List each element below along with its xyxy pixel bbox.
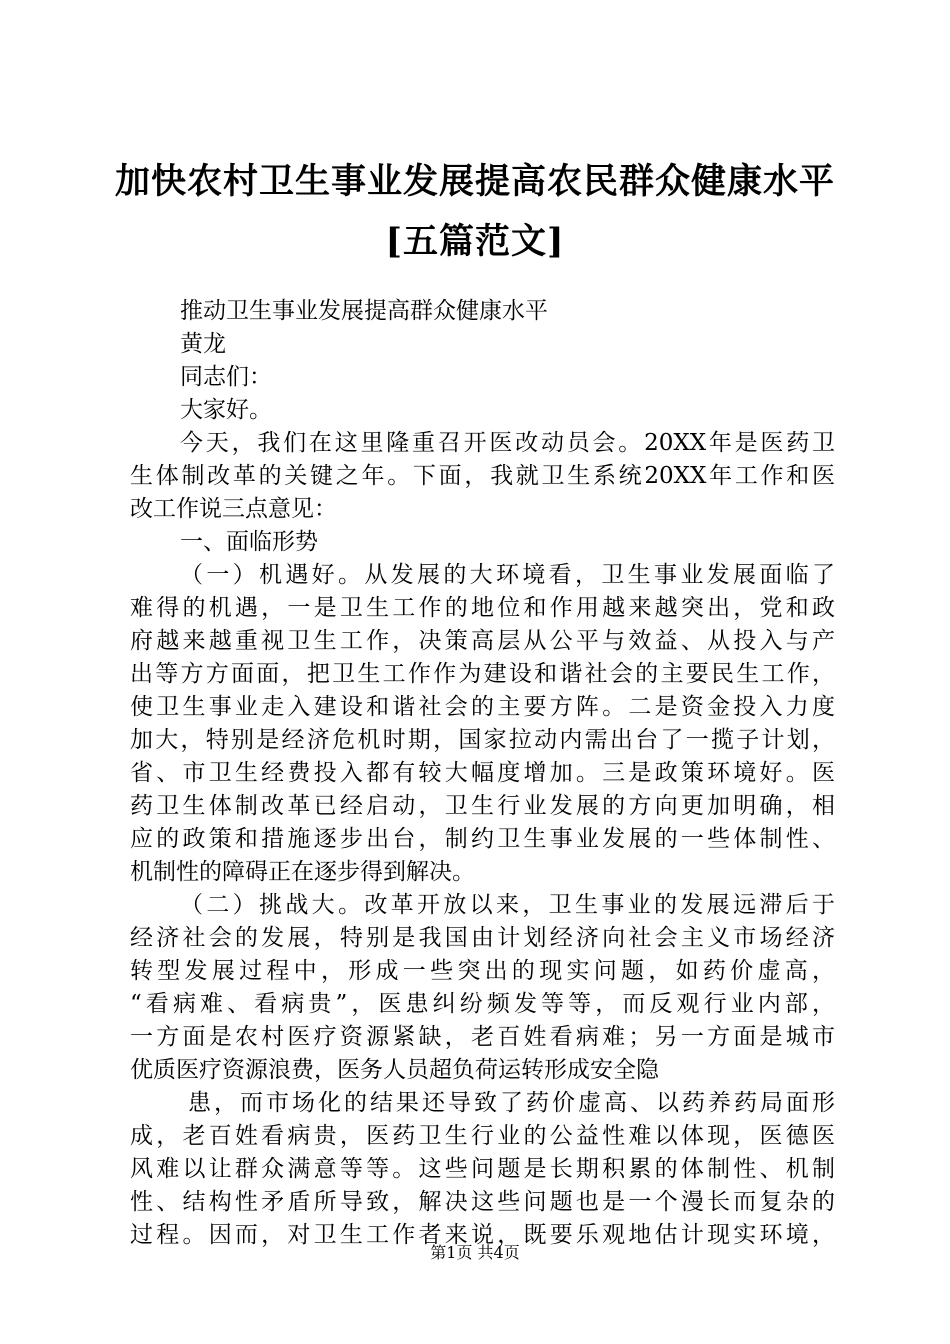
- text-line: 优质医疗资源浪费，医务人员超负荷运转形成安全隐: [130, 1057, 659, 1083]
- text-line: 机制性的障碍正在逐步得到解决。: [130, 859, 475, 885]
- text-line: 大家好。: [180, 397, 272, 423]
- text-line: 改工作说三点意见：: [130, 496, 337, 522]
- text-line: （二）挑战大。改革开放以来，卫生事业的发展远滞后于: [180, 892, 835, 918]
- text-line: 推动卫生事业发展提高群众健康水平: [180, 298, 548, 324]
- text-line: 过程。因而，对卫生工作者来说，既要乐观地估计现实环境，: [130, 1222, 835, 1248]
- text-line: 成，老百姓看病贵，医药卫生行业的公益性难以体现，医德医: [130, 1123, 835, 1149]
- text-line: 今天，我们在这里隆重召开医改动员会。20XX年是医药卫: [180, 430, 835, 456]
- text-line: 加大，特别是经济危机时期，国家拉动内需出台了一揽子计划，: [130, 727, 835, 753]
- text-line: 风难以让群众满意等等。这些问题是长期积累的体制性、机制: [130, 1156, 835, 1182]
- text-line: 出等方方面面，把卫生工作作为建设和谐社会的主要民生工作，: [130, 661, 835, 687]
- text-line: （一）机遇好。从发展的大环境看，卫生事业发展面临了: [180, 562, 835, 588]
- text-line: 府越来越重视卫生工作，决策高层从公平与效益、从投入与产: [130, 628, 835, 654]
- text-line: 同志们：: [180, 364, 272, 390]
- document-body: [130, 295, 835, 1252]
- text-line: 患，而市场化的结果还导致了药价虚高、以药养药局面形: [188, 1090, 835, 1116]
- text-line: 使卫生事业走入建设和谐社会的主要方阵。二是资金投入力度: [130, 694, 835, 720]
- text-line: 黄龙: [180, 331, 226, 357]
- text-line: 应的政策和措施逐步出台，制约卫生事业发展的一些体制性、: [130, 826, 835, 852]
- text-line: 难得的机遇，一是卫生工作的地位和作用越来越突出，党和政: [130, 595, 835, 621]
- text-line: 一方面是农村医疗资源紧缺，老百姓看病难；另一方面是城市: [130, 1024, 835, 1050]
- document-title-line1: 加快农村卫生事业发展提高农民群众健康水平: [114, 161, 835, 202]
- text-line: 一、面临形势: [180, 529, 318, 555]
- text-line: “看病难、看病贵”，医患纠纷频发等等，而反观行业内部，: [130, 991, 835, 1017]
- text-line: 省、市卫生经费投入都有较大幅度增加。三是政策环境好。医: [130, 760, 835, 786]
- document-title-line2: [五篇范文]: [385, 221, 565, 262]
- text-line: 经济社会的发展，特别是我国由计划经济向社会主义市场经济: [130, 925, 835, 951]
- text-line: 药卫生体制改革已经启动，卫生行业发展的方向更加明确，相: [130, 793, 835, 819]
- text-line: 转型发展过程中，形成一些突出的现实问题，如药价虚高，: [130, 958, 835, 984]
- text-line: 性、结构性矛盾所导致，解决这些问题也是一个漫长而复杂的: [130, 1189, 835, 1215]
- page-footer: 第1页 共4页: [430, 1243, 520, 1262]
- text-line: 生体制改革的关键之年。下面，我就卫生系统20XX年工作和医: [130, 463, 835, 489]
